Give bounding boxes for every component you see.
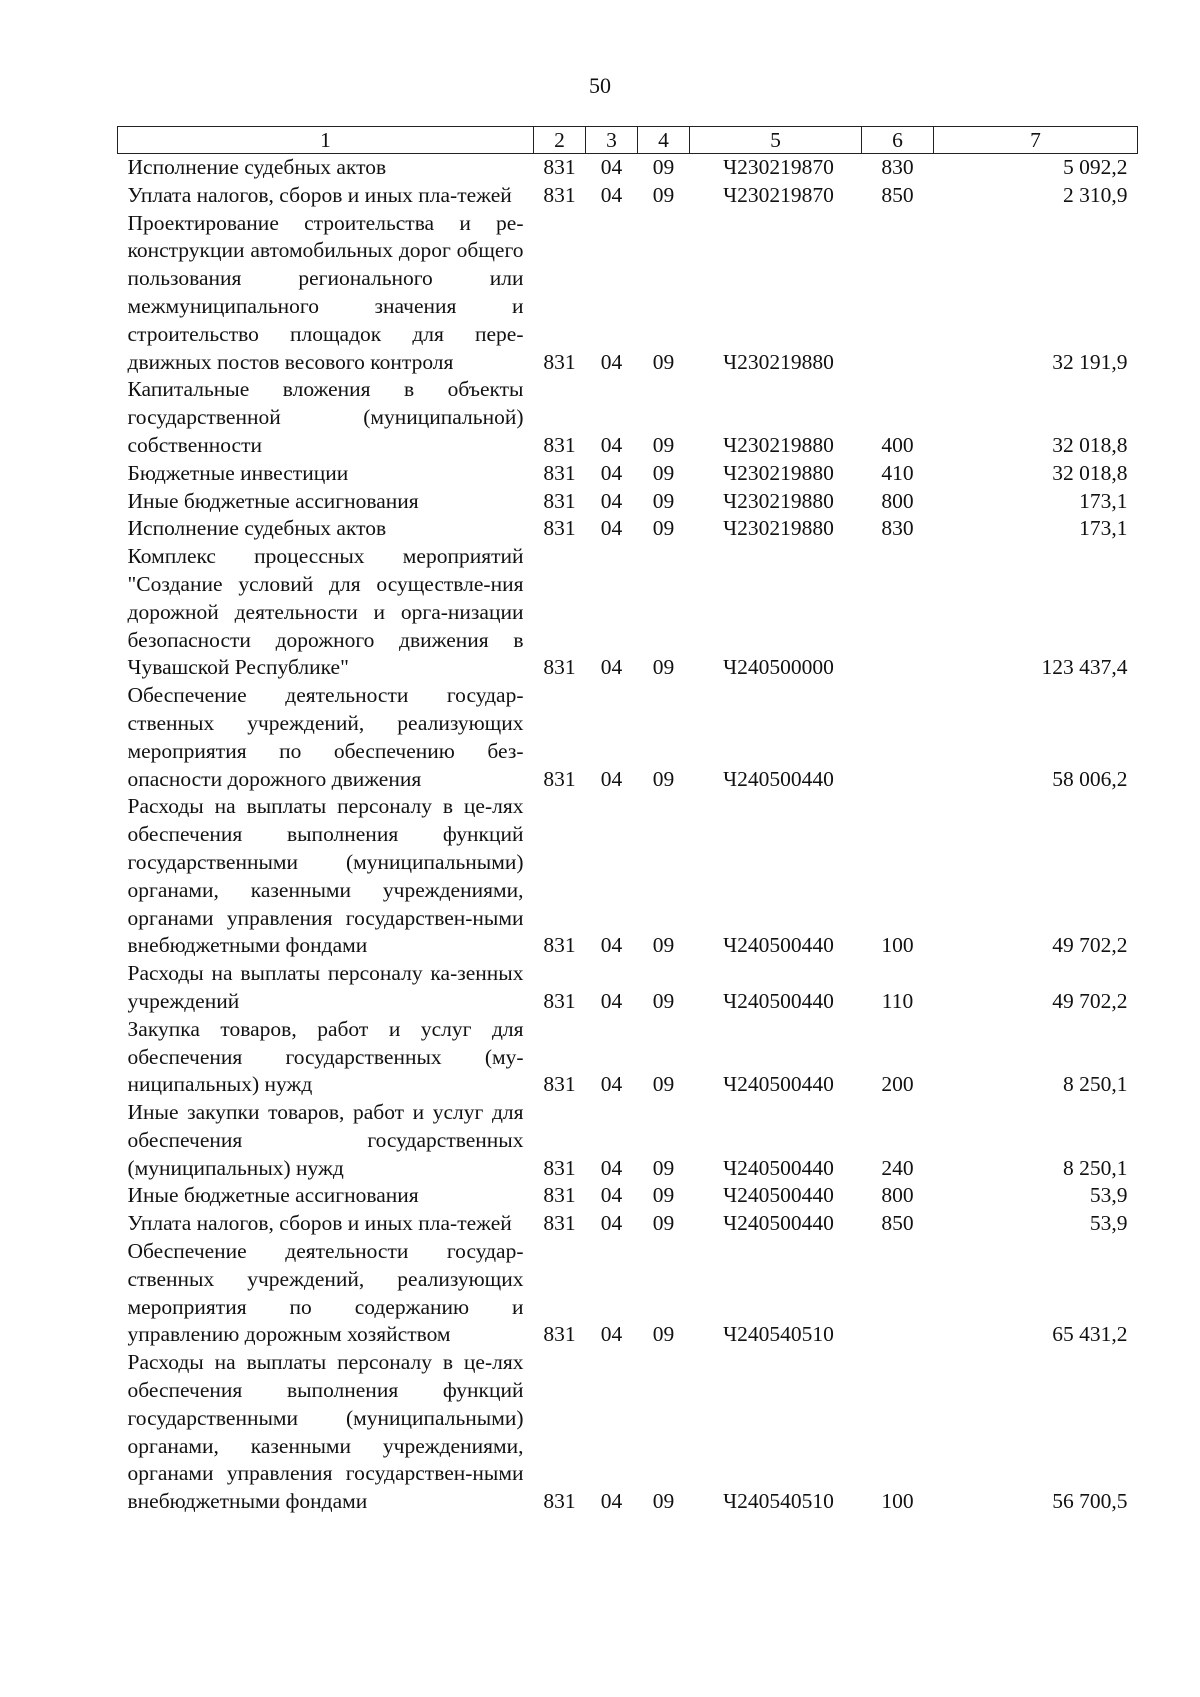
table-row <box>118 1349 1138 1516</box>
header-col-6: 6 <box>862 127 934 154</box>
row-target-item: Ч240500000 <box>723 655 834 680</box>
row-amount: 8 250,1 <box>1063 1155 1128 1180</box>
row-name: Закупка товаров, работ и услуг для обеспечения государственных (му-ниципальных) нужд <box>127 1016 524 1097</box>
row-target-item: Ч240500440 <box>723 1155 834 1180</box>
row-expense-type <box>862 543 934 682</box>
row-target-item: Ч240540510 <box>723 1322 834 1347</box>
row-section: 04 <box>600 933 623 958</box>
row-name: Исполнение судебных актов <box>127 155 387 179</box>
budget-table <box>117 126 1138 1516</box>
table-row <box>118 210 1138 377</box>
row-amount: 2 310,9 <box>1063 182 1128 207</box>
row-amount: 32 018,8 <box>1052 460 1128 485</box>
row-expense-type: 410 <box>881 460 914 485</box>
row-section: 04 <box>600 432 623 457</box>
row-section: 04 <box>600 182 623 207</box>
row-name: Иные закупки товаров, работ и услуг для обеспечения государственных (муниципальных) нужд <box>127 1100 524 1180</box>
row-target-item: Ч240500440 <box>723 1072 834 1097</box>
table-row <box>118 460 1138 488</box>
row-amount: 49 702,2 <box>1052 988 1128 1013</box>
row-ministry-code: 831 <box>543 488 576 513</box>
row-subsection: 09 <box>652 182 675 207</box>
row-section: 04 <box>600 766 623 791</box>
row-amount: 32 191,9 <box>1052 349 1128 374</box>
row-name: Исполнение судебных актов <box>127 516 387 541</box>
table-row <box>118 1238 1138 1349</box>
row-section: 04 <box>600 516 623 541</box>
row-section: 04 <box>600 1183 623 1208</box>
header-col-4: 4 <box>638 127 690 154</box>
table-row <box>118 682 1138 793</box>
row-target-item: Ч230219880 <box>723 488 834 513</box>
row-target-item: Ч240500440 <box>723 766 834 791</box>
row-target-item: Ч230219870 <box>723 182 834 207</box>
row-name: Расходы на выплаты персоналу в це-лях обеспечения выполнения функций государственными (муниципальными) органами, казенными учреждениями, органами управления государствен-ными внебюджетными фондами <box>127 794 524 958</box>
row-expense-type: 100 <box>881 933 914 958</box>
row-ministry-code: 831 <box>543 655 576 680</box>
row-subsection: 09 <box>652 1183 675 1208</box>
table-body <box>118 154 1138 1517</box>
row-target-item: Ч230219880 <box>723 349 834 374</box>
row-subsection: 09 <box>652 432 675 457</box>
row-amount: 5 092,2 <box>1063 155 1128 179</box>
table-row <box>118 182 1138 210</box>
row-name: Иные бюджетные ассигнования <box>127 1183 419 1208</box>
row-section: 04 <box>600 1489 623 1514</box>
row-expense-type: 800 <box>881 488 914 513</box>
row-amount: 173,1 <box>1079 488 1128 513</box>
row-expense-type: 850 <box>881 1211 914 1236</box>
row-expense-type: 800 <box>881 1183 914 1208</box>
row-name: Бюджетные инвестиции <box>127 460 349 485</box>
row-subsection: 09 <box>652 1489 675 1514</box>
row-target-item: Ч240500440 <box>723 1211 834 1236</box>
row-subsection: 09 <box>652 766 675 791</box>
row-amount: 65 431,2 <box>1052 1322 1128 1347</box>
row-amount: 8 250,1 <box>1063 1072 1128 1097</box>
row-expense-type: 850 <box>881 182 914 207</box>
header-row <box>118 127 1138 154</box>
table-row <box>118 960 1138 1016</box>
row-ministry-code: 831 <box>543 1322 576 1347</box>
row-subsection: 09 <box>652 349 675 374</box>
row-ministry-code: 831 <box>543 1155 576 1180</box>
row-name: Расходы на выплаты персоналу в це-лях обеспечения выполнения функций государственными (муниципальными) органами, казенными учреждениями, органами управления государствен-ными внебюджетными фондами <box>127 1350 524 1514</box>
row-name: Обеспечение деятельности государ-ственных учреждений, реализующих мероприятия по обеспечению без-опасности дорожного движения <box>127 683 524 791</box>
row-section: 04 <box>600 1155 623 1180</box>
row-target-item: Ч230219880 <box>723 516 834 541</box>
row-name: Уплата налогов, сборов и иных пла-тежей <box>127 1211 512 1236</box>
table-row <box>118 154 1138 182</box>
row-section: 04 <box>600 488 623 513</box>
row-section: 04 <box>600 988 623 1013</box>
row-section: 04 <box>600 1322 623 1347</box>
row-expense-type <box>862 682 934 793</box>
row-name: Комплекс процессных мероприятий "Создание условий для осуществле-ния дорожной деятельности и орга-низации безопасности дорожного движения в Чувашской Республике" <box>127 544 524 680</box>
table-row <box>118 1099 1138 1182</box>
row-expense-type: 400 <box>881 432 914 457</box>
page-number: 50 <box>589 73 611 98</box>
row-amount: 32 018,8 <box>1052 432 1128 457</box>
row-section: 04 <box>600 655 623 680</box>
row-amount: 123 437,4 <box>1041 655 1128 680</box>
row-ministry-code: 831 <box>543 155 576 179</box>
row-name: Расходы на выплаты персоналу ка-зенных учреждений <box>127 961 524 1013</box>
header-col-2: 2 <box>534 127 586 154</box>
row-section: 04 <box>600 460 623 485</box>
row-subsection: 09 <box>652 488 675 513</box>
row-amount: 49 702,2 <box>1052 933 1128 958</box>
row-target-item: Ч230219880 <box>723 432 834 457</box>
row-subsection: 09 <box>652 1155 675 1180</box>
table-row <box>118 1182 1138 1210</box>
row-subsection: 09 <box>652 1322 675 1347</box>
table-header <box>118 127 1138 154</box>
row-ministry-code: 831 <box>543 432 576 457</box>
row-expense-type: 110 <box>881 988 914 1013</box>
row-target-item: Ч230219870 <box>723 155 834 179</box>
row-expense-type <box>862 210 934 377</box>
row-ministry-code: 831 <box>543 516 576 541</box>
row-expense-type: 830 <box>881 155 914 179</box>
header-col-7: 7 <box>934 127 1138 154</box>
row-target-item: Ч240500440 <box>723 988 834 1013</box>
row-amount: 173,1 <box>1079 516 1128 541</box>
row-section: 04 <box>600 349 623 374</box>
row-name: Капитальные вложения в объекты государственной (муниципальной) собственности <box>127 377 524 457</box>
row-name: Проектирование строительства и ре-конструкции автомобильных дорог общего пользования регионального или межмуниципального значения и строительство площадок для пере-движных постов весового контроля <box>127 210 524 374</box>
row-ministry-code: 831 <box>543 988 576 1013</box>
row-ministry-code: 831 <box>543 766 576 791</box>
table-row <box>118 1210 1138 1238</box>
row-subsection: 09 <box>652 1211 675 1236</box>
row-expense-type <box>862 1238 934 1349</box>
row-ministry-code: 831 <box>543 933 576 958</box>
row-section: 04 <box>600 1072 623 1097</box>
row-expense-type: 100 <box>881 1489 914 1514</box>
row-ministry-code: 831 <box>543 1183 576 1208</box>
table-row <box>118 793 1138 960</box>
row-name: Обеспечение деятельности государ-ственных учреждений, реализующих мероприятия по содержанию и управлению дорожным хозяйством <box>127 1239 524 1347</box>
row-ministry-code: 831 <box>543 1211 576 1236</box>
row-target-item: Ч240500440 <box>723 933 834 958</box>
header-col-3: 3 <box>586 127 638 154</box>
table-row <box>118 543 1138 682</box>
row-name: Иные бюджетные ассигнования <box>127 488 419 513</box>
table-row <box>118 376 1138 459</box>
row-amount: 53,9 <box>1089 1211 1128 1236</box>
row-ministry-code: 831 <box>543 1489 576 1514</box>
row-ministry-code: 831 <box>543 349 576 374</box>
row-expense-type: 240 <box>881 1155 914 1180</box>
row-subsection: 09 <box>652 516 675 541</box>
row-ministry-code: 831 <box>543 460 576 485</box>
row-amount: 53,9 <box>1089 1183 1128 1208</box>
table-row <box>118 515 1138 543</box>
row-expense-type: 200 <box>881 1072 914 1097</box>
row-target-item: Ч240540510 <box>723 1489 834 1514</box>
header-col-1: 1 <box>118 127 534 154</box>
row-subsection: 09 <box>652 460 675 485</box>
row-subsection: 09 <box>652 655 675 680</box>
row-target-item: Ч240500440 <box>723 1183 834 1208</box>
row-subsection: 09 <box>652 155 675 179</box>
row-expense-type: 830 <box>881 516 914 541</box>
row-section: 04 <box>600 155 623 179</box>
table-row <box>118 488 1138 516</box>
row-name: Уплата налогов, сборов и иных пла-тежей <box>127 182 512 207</box>
header-col-5: 5 <box>690 127 862 154</box>
row-subsection: 09 <box>652 933 675 958</box>
row-subsection: 09 <box>652 1072 675 1097</box>
row-ministry-code: 831 <box>543 1072 576 1097</box>
row-amount: 58 006,2 <box>1052 766 1128 791</box>
row-target-item: Ч230219880 <box>723 460 834 485</box>
row-subsection: 09 <box>652 988 675 1013</box>
row-ministry-code: 831 <box>543 182 576 207</box>
table-row <box>118 1016 1138 1099</box>
row-amount: 56 700,5 <box>1052 1489 1128 1514</box>
row-section: 04 <box>600 1211 623 1236</box>
